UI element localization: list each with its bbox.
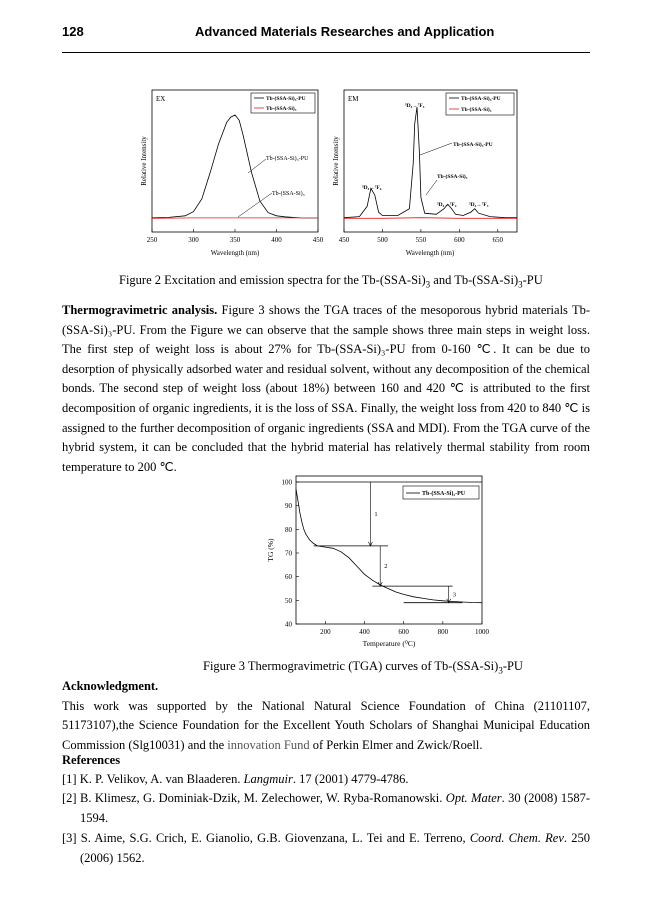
em-annot-si-line bbox=[426, 180, 437, 195]
ex-xlabel: Wavelength (nm) bbox=[210, 249, 260, 257]
em-tick-label: 600 bbox=[454, 236, 465, 244]
em-series-group bbox=[344, 107, 517, 218]
em-legend-pu: Tb-(SSA-Si)₃-PU bbox=[461, 96, 501, 102]
tga-xtick-label: 800 bbox=[437, 628, 449, 636]
tga-xtick-label: 1000 bbox=[475, 628, 489, 636]
em-xlabel: Wavelength (nm) bbox=[405, 249, 455, 257]
ex-legend-pu: Tb-(SSA-Si)₃-PU bbox=[266, 96, 306, 102]
tga-chart bbox=[262, 472, 502, 652]
em-transition-f6: ⁵D₄→⁷F₆ bbox=[362, 185, 382, 191]
reference-item: [2] B. Klimesz, G. Dominiak-Dzik, M. Zelechower, W. Ryba-Romanowski. Opt. Mater. 30 (2008) 1587-1594. bbox=[62, 791, 590, 825]
tga-xtick-label: 600 bbox=[398, 628, 409, 636]
em-tick-label: 500 bbox=[377, 236, 388, 244]
ex-tick-label: 400 bbox=[271, 236, 282, 244]
tga-legend-pu: Tb-(SSA-Si)₃-PU bbox=[422, 491, 466, 497]
em-series-line-1 bbox=[344, 218, 517, 219]
em-annot-pu: Tb-(SSA-Si)₃-PU bbox=[453, 142, 493, 148]
em-transition-f4: ⁵D₄→⁷F₄ bbox=[437, 202, 457, 208]
ex-legend-si: Tb-(SSA-Si)₃ bbox=[266, 106, 297, 112]
em-annot-si: Tb-(SSA-Si)₃ bbox=[437, 174, 468, 180]
tga-step-label: 1 bbox=[374, 510, 378, 518]
em-tick-label: 550 bbox=[415, 236, 427, 244]
ex-series-line-0 bbox=[152, 115, 318, 218]
ex-panel-label: EX bbox=[156, 95, 166, 103]
ex-series-line-1 bbox=[152, 218, 318, 219]
ex-tick-label: 300 bbox=[188, 236, 199, 244]
tga-paragraph bbox=[62, 301, 590, 477]
em-annot-pu-line bbox=[420, 143, 452, 155]
tga-legend bbox=[403, 486, 479, 499]
ex-legend bbox=[251, 93, 315, 113]
em-transition-f3: ⁵D₄→⁷F₃ bbox=[469, 202, 489, 208]
acknowledgment-heading: Acknowledgment. bbox=[62, 679, 159, 693]
tga-x-ticks bbox=[320, 621, 489, 636]
figure3-caption: Figure 3 Thermogravimetric (TGA) curves of $Tb-(SSA-Si)_3-PU$ bbox=[203, 659, 523, 676]
tga-ytick-label: 40 bbox=[285, 620, 292, 629]
tga-ytick-label: 90 bbox=[285, 502, 292, 511]
acknowledgment-section bbox=[62, 677, 590, 755]
tga-xlabel: Temperature (⁰C) bbox=[362, 639, 416, 648]
em-spectrum-chart bbox=[322, 85, 527, 260]
tga-step-label: 3 bbox=[452, 591, 456, 599]
tga-ylabel: TG (%) bbox=[266, 538, 275, 562]
references-heading: References bbox=[62, 753, 121, 767]
em-ylabel: Relative Intensity bbox=[332, 136, 340, 186]
running-header bbox=[62, 22, 590, 53]
ex-annot-pu: Tb-(SSA-Si)₃-PU bbox=[266, 156, 309, 162]
ex-tick-label: 450 bbox=[312, 236, 324, 244]
acknowledgment-body: This work was supported by the National Natural Science Foundation of China (21101107, 51173107),the Science Foundation for the Excellent Youth Scholars of Shanghai Municipal Education Commission (Slg10031) and the innovation Fund of Perkin Elmer and Zwick/Roell. bbox=[62, 698, 590, 752]
em-tick-label: 650 bbox=[492, 236, 504, 244]
ex-annot-si-line bbox=[238, 193, 272, 217]
em-x-ticks bbox=[339, 229, 504, 244]
tga-body: Figure 3 shows the TGA traces of the mesoporous hybrid materials Tb-(SSA-Si)₃-PU. From the Figure we can observe that the sample shows three main steps in weight loss. The first step of weight loss is about 27% for Tb-(SSA-Si)₃-PU from 0-160 ℃. It can be due to desorption of physically adsorbed water and residual solvent, without any decomposition of the chemical bonds. The second step of weight loss (about 18%) between 160 and 420 ℃ is attributed to the first decomposition of organic ingredients, it is the loss of SSA. Finally, the weight loss from 420 to 840 ℃ is assigned to the further decomposition of organic ingredients (SSA and MDI). From the TGA curve of the hybrid system, it can be concluded that the hybrid material has relatively thermal stability from room temperature to 200 ℃. bbox=[62, 303, 590, 474]
em-legend bbox=[446, 93, 514, 115]
reference-item: [3] S. Aime, S.G. Crich, E. Gianolio, G.B. Giovenzana, L. Tei and E. Terreno, Coord. Chem. Rev. 250 (2006) 1562. bbox=[62, 831, 590, 865]
tga-ytick-label: 50 bbox=[285, 596, 292, 605]
ex-tick-label: 350 bbox=[229, 236, 241, 244]
tga-ytick-label: 100 bbox=[281, 478, 292, 487]
tga-xtick-label: 200 bbox=[320, 628, 331, 636]
tga-xtick-label: 400 bbox=[359, 628, 370, 636]
page-number: 128 bbox=[62, 24, 84, 39]
em-series-line-0 bbox=[344, 107, 517, 218]
ex-annot-si: Tb-(SSA-Si)₃ bbox=[272, 191, 305, 197]
em-tick-label: 450 bbox=[338, 236, 350, 244]
em-legend-si: Tb-(SSA-Si)₃ bbox=[461, 107, 492, 113]
ex-spectrum-chart bbox=[130, 85, 335, 260]
reference-item: [1] K. P. Velikov, A. van Blaaderen. Langmuir. 17 (2001) 4779-4786. bbox=[62, 772, 409, 786]
em-transition-f5: ⁵D₄→⁷F₅ bbox=[405, 103, 425, 109]
ex-ylabel: Relative Intensity bbox=[140, 136, 148, 186]
tga-ytick-label: 70 bbox=[285, 549, 292, 558]
tga-heading: Thermogravimetric analysis. bbox=[62, 303, 218, 317]
tga-ytick-label: 80 bbox=[285, 525, 292, 534]
journal-title: Advanced Materials Researches and Application bbox=[195, 24, 495, 39]
em-panel-label: EM bbox=[348, 95, 359, 103]
tga-step-label: 2 bbox=[384, 563, 388, 571]
tga-step-markers bbox=[296, 482, 482, 603]
ex-annot-pu-line bbox=[248, 159, 266, 173]
ex-series-group bbox=[152, 115, 318, 218]
ex-tick-label: 250 bbox=[146, 236, 158, 244]
figure2-caption: Figure 2 Excitation and emission spectra for the $Tb-(SSA-Si)_3$ and $Tb-(SSA-Si)_3-PU$ bbox=[119, 273, 543, 290]
tga-ytick-label: 60 bbox=[285, 573, 292, 582]
ex-x-ticks bbox=[147, 229, 324, 244]
